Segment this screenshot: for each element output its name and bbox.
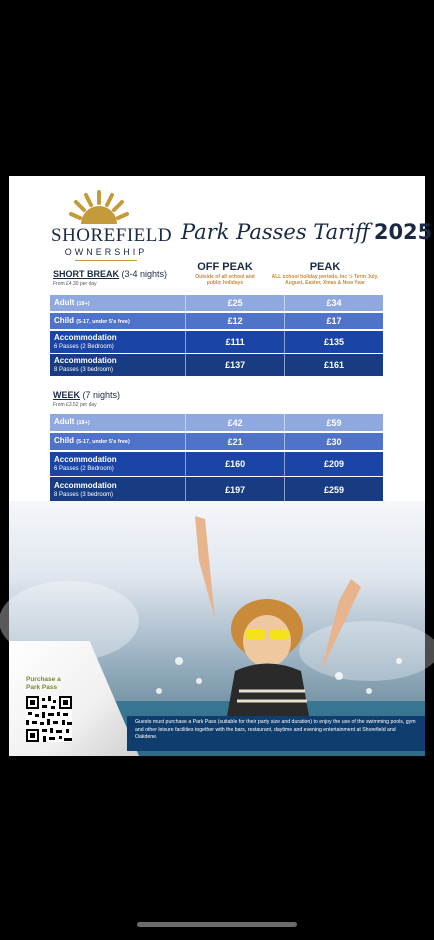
short-break-note: From £4.30 per day: [53, 281, 97, 287]
brand-subtitle: OWNERSHIP: [64, 247, 148, 257]
table-row: Accommodation 8 Passes (3 bedroom) £137 £161: [50, 354, 383, 376]
off-peak-heading: OFF PEAK: [197, 261, 253, 273]
qr-code-icon[interactable]: [26, 696, 72, 742]
peak-heading: PEAK: [309, 261, 341, 273]
table-row: Accommodation 6 Passes (2 Bedroom) £160 £209: [50, 452, 383, 476]
table-row: Adult (18+) £42 £59: [50, 414, 383, 431]
off-peak-note: Outside of all school and public holidays: [195, 274, 255, 286]
purchase-label: Purchase a Park Pass: [26, 676, 61, 691]
tariff-flyer: [9, 176, 433, 756]
table-row: Child (5-17, under 5's free) £12 £17: [50, 313, 383, 329]
short-break-title: SHORT BREAK (3-4 nights): [53, 269, 168, 279]
peak-note: ALL school holiday periods, inc ½ Term July, August, Easter, Xmas & New Year: [271, 274, 379, 286]
week-note: From £3.52 per day: [53, 402, 97, 408]
title-year: 2025: [373, 220, 433, 244]
title-script: Park Passes Tariff: [181, 220, 370, 244]
brand-divider: [75, 260, 137, 261]
table-row: Adult (18+) £25 £34: [50, 295, 383, 311]
week-title: WEEK (7 nights): [53, 390, 121, 400]
table-row: Accommodation 8 Passes (3 bedroom) £197 £259: [50, 477, 383, 503]
table-row: Child (5-17, under 5's free) £21 £30: [50, 433, 383, 450]
park-pass-notice: Guests must purchase a Park Pass (suitable for their party size and duration) to enjoy the use of the swimming pools, gym and other leisure facilities together with the bars, restaurant, daytime and evening entertainment at Shorefield and Oakdene.: [127, 716, 425, 751]
table-row: Accommodation 6 Passes (2 Bedroom) £111 £135: [50, 331, 383, 353]
page-title: [181, 220, 432, 244]
home-indicator[interactable]: [137, 922, 297, 927]
sun-icon: [69, 190, 129, 224]
brand-name: SHOREFIELD: [51, 225, 173, 246]
